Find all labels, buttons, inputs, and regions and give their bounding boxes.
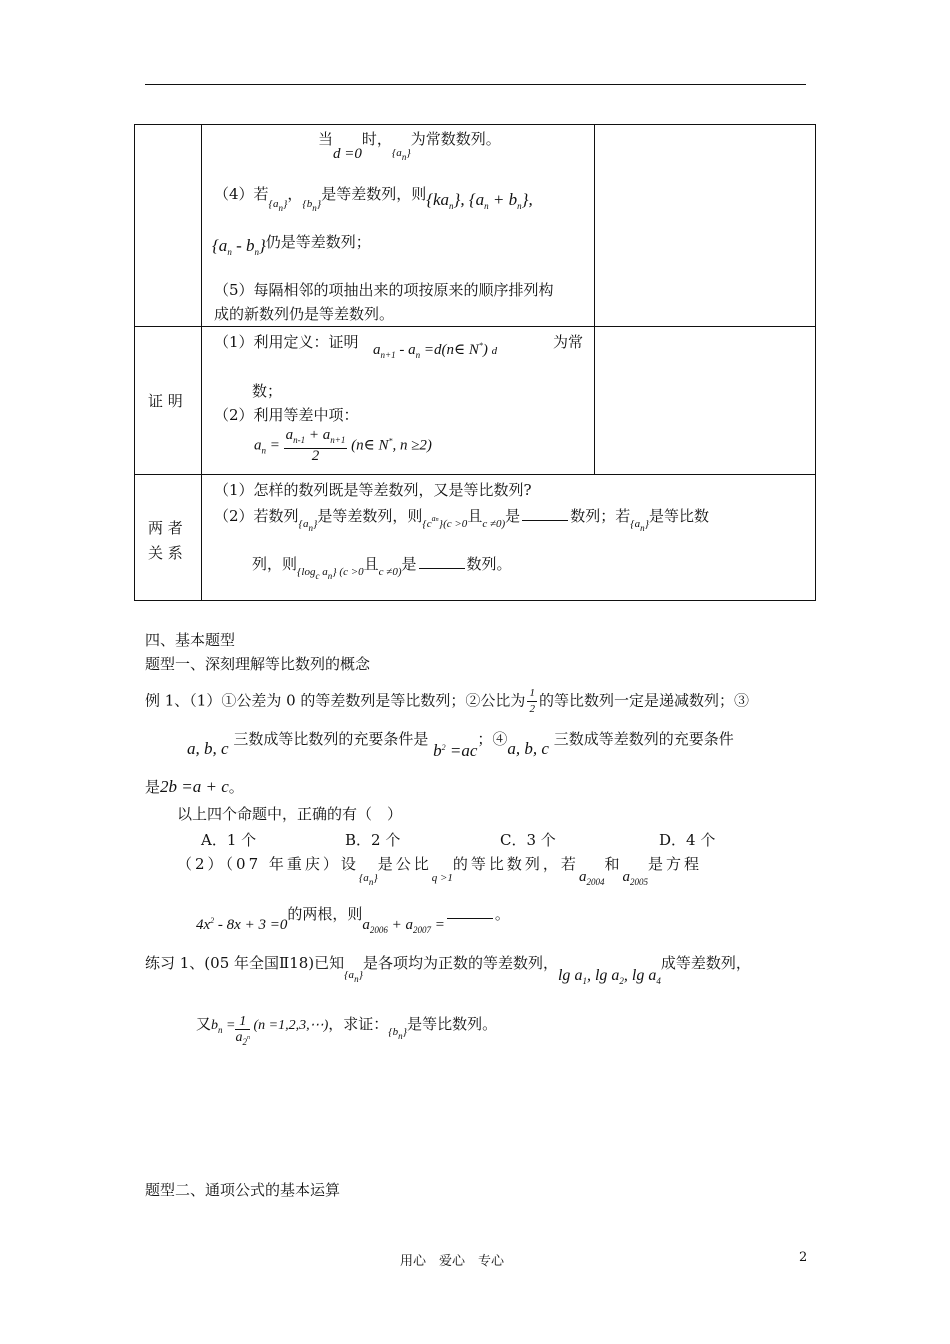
text: 。: [228, 778, 244, 796]
row1-item5-line1: （5）每隔相邻的项抽出来的项按原来的顺序排列构: [214, 281, 554, 299]
row1-item4: （4）若$_{\{a_n\}}$，$_{\{b_n\}}$是等差数列，则$\{ka_n\}$, $\{a_n + b_n\}$,: [214, 185, 533, 213]
text: 例 1、（1）①公差为 0 的等差数列是等比数列；②公比为: [145, 691, 526, 710]
text: 是等差数列，则: [321, 185, 427, 203]
math-bn: {bn}: [388, 1026, 408, 1041]
text: 成等差数列，: [660, 954, 751, 972]
text: 数列；若: [570, 507, 631, 525]
row2-item1-tail: 为常: [553, 333, 584, 351]
math-a2005: $a_{2005}$: [622, 869, 648, 887]
table-border-top: [134, 124, 816, 125]
text: 又: [196, 1015, 212, 1033]
example1-line3: [145, 776, 244, 797]
math-bn: {bn}: [302, 198, 322, 213]
math-logs: $\lg a_1$, $\lg a_2$, $\lg a_4$: [557, 967, 661, 986]
table-border-bottom: [134, 600, 816, 601]
text: 时，: [361, 130, 392, 148]
text: ，求证：: [328, 1015, 389, 1033]
row3-label-line1: 两 者: [148, 519, 183, 537]
text: 三数成等比数列的充要条件是: [233, 730, 429, 748]
row3-label-line2: 关 系: [148, 544, 183, 562]
text: 是等比数列。: [407, 1015, 498, 1033]
table-col-divider-1: [201, 124, 202, 601]
text: 是方程: [647, 855, 702, 873]
row1-item5-line2: 成的新数列仍是等差数列。: [214, 305, 395, 323]
answer-blank[interactable]: [447, 906, 493, 919]
table-row-divider-2: [134, 474, 816, 475]
text: 的两根，则: [287, 905, 363, 923]
text: 仍是等差数列；: [265, 233, 371, 251]
text: 且: [467, 507, 483, 525]
math-c-pos: (c >0: [443, 518, 468, 530]
math-midterm: $a_n$ = $\frac{a_{n-1} + a_{n+1}}{2}$ (n∈ N*, n ≥2): [254, 427, 432, 464]
practice1-line2: [196, 1013, 497, 1050]
math-abc: a, b, c: [507, 739, 549, 758]
text: 是等差数列，则: [317, 507, 423, 525]
math-sequences: $\{ka_n\}$, $\{a_n + b_n\}$,: [426, 190, 533, 211]
math-an: {an}: [630, 518, 650, 533]
text: 练习 1、(05 年全国Ⅱ18)已知: [145, 954, 345, 972]
math-log: {logc an} (c >0: [297, 566, 364, 581]
text: 是: [145, 778, 161, 796]
row2-item2: （2）利用等差中项：: [214, 406, 359, 424]
math-an: {an}: [358, 872, 378, 887]
type2-heading: 题型二、通项公式的基本运算: [145, 1181, 341, 1199]
math-an: {an}: [268, 198, 288, 213]
table-border-right: [815, 124, 816, 601]
math-b2-ac: $b^2 =ac$: [433, 741, 478, 760]
example1-line1: [145, 686, 749, 717]
text: 。: [494, 905, 510, 923]
math-half: $\frac{1}{2}$: [529, 687, 535, 715]
text: （1）利用定义：证明: [214, 333, 359, 351]
text: （2）（07 年重庆）设: [177, 855, 359, 873]
text: 的等比数列，若: [452, 855, 579, 873]
row1-line1: [318, 128, 501, 162]
practice1-line1: [145, 952, 751, 986]
text: ；④: [477, 730, 508, 748]
answer-blank[interactable]: [522, 508, 568, 521]
text: 和: [604, 855, 623, 873]
text: 的等比数列一定是递减数列；③: [538, 691, 749, 710]
math-a2006-a2007: $a_{2006} + a_{2007}$ =: [362, 917, 445, 935]
row3-item2-cont: [252, 553, 512, 581]
option-b[interactable]: B．2 个: [345, 831, 401, 849]
math-definition: $a_{n+1} - a_n$ =d(n∈ N*) d: [373, 341, 498, 360]
example1-part2-cont: [196, 903, 510, 935]
type1-heading: 题型一、深刻理解等比数列的概念: [145, 655, 371, 673]
text: 三数成等差数列的充要条件: [553, 730, 734, 748]
row2-label: 证 明: [148, 392, 183, 410]
text: 列，则: [252, 555, 298, 573]
option-a[interactable]: A．1 个: [201, 831, 257, 849]
math-bn-def: $b_n$ = $\frac{1}{a_{2^n}}$ (n =1,2,3,⋯): [211, 1014, 329, 1047]
text: 为常数数列。: [410, 130, 501, 148]
table-row-divider-1: [134, 326, 816, 327]
row2-item1: [214, 331, 359, 352]
example1-line2: [187, 728, 734, 760]
math-c-ne1: c ≠0): [378, 566, 402, 578]
option-d[interactable]: D．4 个: [659, 831, 716, 849]
text: （4）若: [214, 185, 269, 203]
footer-motto: 用心 爱心 专心: [400, 1254, 505, 1269]
row3-item2: [214, 505, 710, 533]
answer-blank[interactable]: [419, 556, 465, 569]
math-a2004: $a_{2004}$: [578, 869, 605, 887]
text: 是: [505, 507, 521, 525]
section-title: 四、基本题型: [145, 631, 236, 649]
row1-item4-cont: [212, 231, 371, 257]
header-rule: [145, 84, 806, 85]
text: 是各项均为正数的等差数列，: [362, 954, 558, 972]
math-c-ne1: c ≠0): [482, 518, 506, 530]
text: 是公比: [377, 855, 432, 873]
math-diff: $\{a_n - b_n\}$: [212, 236, 266, 257]
example1-part2: [177, 853, 702, 887]
table-border-left: [134, 124, 135, 601]
math-an: {an}: [298, 518, 318, 533]
math-c-an: {can}: [422, 514, 444, 530]
row3-item1: （1）怎样的数列既是等差数列，又是等比数列?: [214, 481, 532, 499]
math-2b: 2b =a + c: [160, 777, 229, 796]
math-abc: a, b, c: [187, 739, 229, 758]
example1-question: 以上四个命题中，正确的有（ ）: [177, 805, 403, 823]
math-q1: q >1: [431, 872, 453, 884]
option-c[interactable]: C．3 个: [500, 831, 556, 849]
text: 是等比数: [649, 507, 710, 525]
row2-item1-cont: 数；: [252, 382, 283, 400]
math-d0: d =0: [333, 146, 362, 162]
text: （2）若数列: [214, 507, 299, 525]
math-equation: $4x^2 - 8x + 3 =0$: [196, 916, 288, 933]
text: 是: [401, 555, 417, 573]
table-col-divider-2: [594, 124, 595, 474]
math-an: {an}: [344, 969, 363, 984]
text: 且: [363, 555, 379, 573]
text: 当: [318, 130, 334, 148]
page-number: 2: [799, 1250, 808, 1265]
text: 数列。: [466, 555, 512, 573]
math-an: {an}: [391, 147, 411, 162]
